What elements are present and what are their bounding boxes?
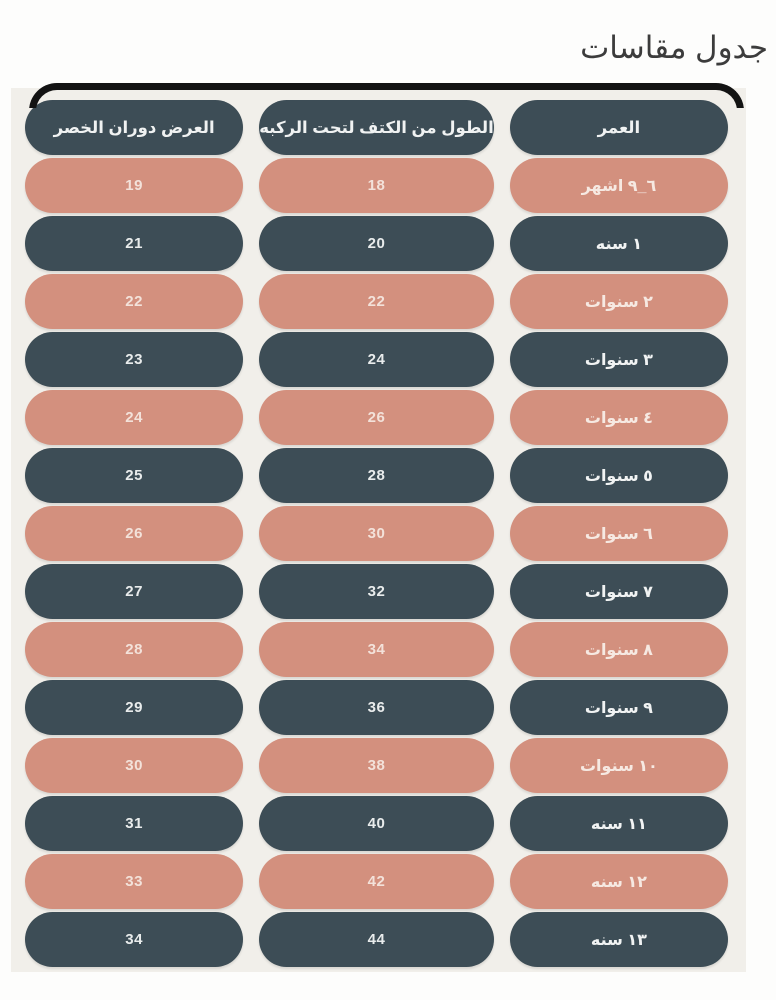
length-cell — [259, 390, 494, 445]
length-cell — [259, 912, 494, 967]
width-cell — [25, 738, 243, 793]
age-label: ٨ سنوات — [584, 641, 653, 659]
length-value: 42 — [367, 873, 386, 890]
length-cell — [259, 796, 494, 851]
age-label: ٦ سنوات — [584, 525, 653, 543]
age-label: ٥ سنوات — [584, 467, 653, 485]
age-label: ١٢ سنه — [590, 873, 647, 891]
length-cell — [259, 332, 494, 387]
age-cell — [510, 390, 728, 445]
length-value: 36 — [367, 699, 386, 716]
width-value: 25 — [125, 467, 143, 484]
age-label: ٤ سنوات — [584, 409, 653, 427]
width-value: 19 — [125, 177, 143, 194]
width-cell — [25, 680, 243, 735]
length-cell — [259, 216, 494, 271]
width-cell — [25, 448, 243, 503]
age-cell — [510, 680, 728, 735]
age-cell — [510, 158, 728, 213]
length-value: 44 — [367, 931, 386, 948]
length-value: 28 — [367, 467, 386, 484]
length-value: 22 — [367, 293, 386, 310]
age-cell — [510, 216, 728, 271]
length-cell — [259, 854, 494, 909]
length-value: 34 — [367, 641, 386, 658]
length-cell — [259, 274, 494, 329]
width-value: 30 — [125, 757, 143, 774]
width-value: 34 — [125, 931, 143, 948]
length-cell — [259, 506, 494, 561]
header-width-label: العرض دوران الخصر — [53, 118, 215, 137]
width-cell — [25, 854, 243, 909]
length-cell — [259, 680, 494, 735]
width-value: 27 — [125, 583, 143, 600]
length-value: 32 — [367, 583, 386, 600]
length-value: 24 — [367, 351, 386, 368]
length-cell — [259, 564, 494, 619]
age-cell — [510, 912, 728, 967]
age-label: ١٠ سنوات — [579, 757, 658, 775]
width-value: 26 — [125, 525, 143, 542]
header-age — [510, 100, 728, 155]
length-value: 40 — [367, 815, 386, 832]
age-cell — [510, 506, 728, 561]
age-label: ٩ سنوات — [584, 699, 653, 717]
header-length — [259, 100, 494, 155]
width-cell — [25, 332, 243, 387]
age-cell — [510, 738, 728, 793]
width-value: 21 — [125, 235, 143, 252]
age-label: ١٣ سنه — [590, 931, 647, 949]
age-cell — [510, 274, 728, 329]
age-cell — [510, 332, 728, 387]
age-label: ١ سنه — [595, 235, 642, 253]
width-value: 33 — [125, 873, 143, 890]
width-value: 22 — [125, 293, 143, 310]
age-cell — [510, 622, 728, 677]
length-value: 38 — [367, 757, 386, 774]
width-value: 23 — [125, 351, 143, 368]
page-title: جدول مقاسات — [580, 30, 768, 65]
width-cell — [25, 796, 243, 851]
age-label: ٣ سنوات — [584, 351, 653, 369]
width-cell — [25, 158, 243, 213]
width-cell — [25, 390, 243, 445]
width-value: 31 — [125, 815, 143, 832]
size-chart-table — [11, 88, 746, 972]
header-age-label: العمر — [597, 118, 641, 137]
length-cell — [259, 158, 494, 213]
header-width — [25, 100, 243, 155]
age-label: ١١ سنه — [590, 815, 647, 833]
length-value: 18 — [367, 177, 386, 194]
length-cell — [259, 622, 494, 677]
age-cell — [510, 448, 728, 503]
age-label: ٢ سنوات — [584, 293, 653, 311]
width-value: 28 — [125, 641, 143, 658]
width-cell — [25, 564, 243, 619]
width-cell — [25, 274, 243, 329]
length-cell — [259, 448, 494, 503]
width-value: 24 — [125, 409, 143, 426]
age-label: ٧ سنوات — [584, 583, 653, 601]
age-cell — [510, 854, 728, 909]
age-cell — [510, 564, 728, 619]
header-length-label: الطول من الكتف لتحت الركبه — [259, 118, 494, 137]
age-label: ٦_٩ اشهر — [581, 177, 657, 195]
width-value: 29 — [125, 699, 143, 716]
length-value: 30 — [367, 525, 386, 542]
width-cell — [25, 216, 243, 271]
width-cell — [25, 912, 243, 967]
length-cell — [259, 738, 494, 793]
age-cell — [510, 796, 728, 851]
size-chart-grid — [11, 88, 746, 967]
length-value: 20 — [367, 235, 386, 252]
width-cell — [25, 506, 243, 561]
width-cell — [25, 622, 243, 677]
length-value: 26 — [367, 409, 386, 426]
